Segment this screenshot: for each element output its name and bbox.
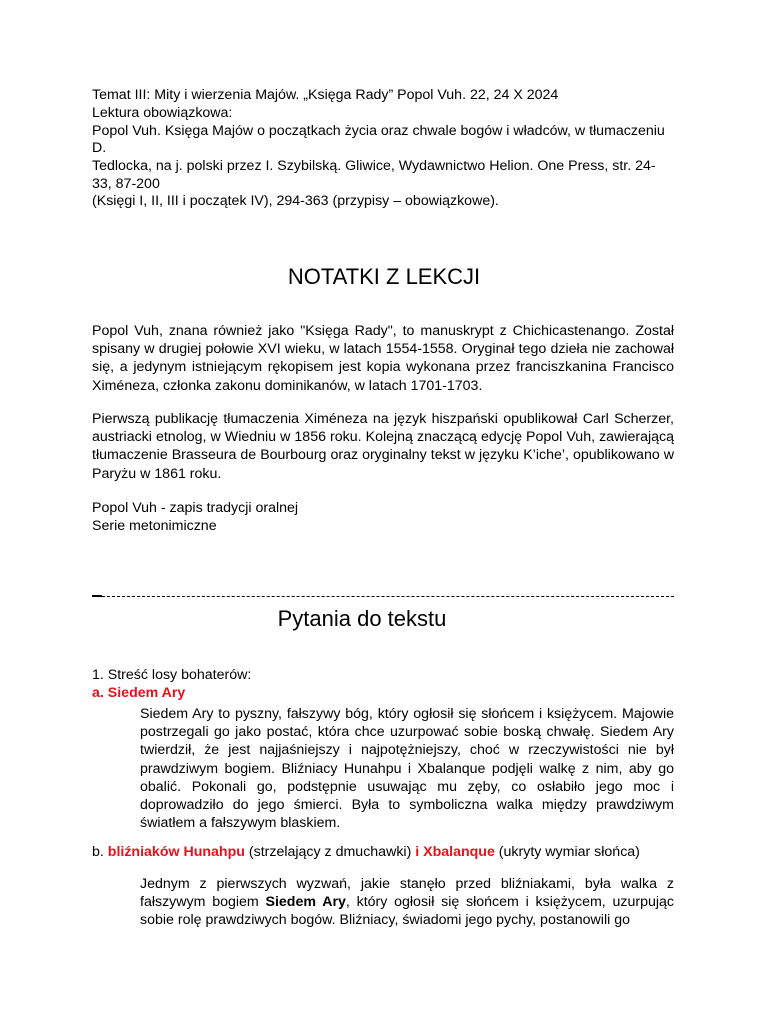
reading-line-4: 33, 87-200 [92,176,160,192]
answer-b-text-part-2: , który ogłosił się słońcem i księżycem, uzurpując sobie rolę prawdziwych bogów. Bliźniacy, świadomi jego pychy, postanowili go [140,894,675,929]
answer-b-text-part-1: Jednym z pierwszych wyzwań, jakie stanęło przed bliźniakami, była walka z fałszywym bogiem [140,876,674,911]
answer-a-label: a. Siedem Ary [92,685,186,701]
twin-name-xbalanque: i Xbalanque [415,844,495,860]
notes-line-series: Serie metonimiczne [92,518,217,534]
reading-line-1: Popol Vuh. Księga Majów o początkach życia oraz chwale bogów i władców, w tłumaczeniu [92,123,665,139]
topic-line: Temat III: Mity i wierzenia Majów. „Księga Rady” Popol Vuh. 22, 24 X 2024 [92,87,559,103]
twin-desc-hunahpu: (strzelający z dmuchawki) [244,844,416,860]
answer-b-prefix: b. [92,844,108,860]
answer-b-heading [92,843,640,861]
notes-line-oral: Popol Vuh - zapis tradycji oralnej [92,500,299,516]
notes-paragraph-1: Popol Vuh, znana również jako "Księga Rady", to manuskrypt z Chichicastenango. Został spisany w drugiej połowie XVI wieku, w latach 1554-1558. Oryginał tego dzieła nie zachował się, a jedynym istniejącym rękopisem jest kopia wykonana przez franciszkanina Francisco Ximéneza, członka zakonu dominikanów, w latach 1701-1703. [92,323,674,394]
answer-a-text: Siedem Ary to pyszny, fałszywy bóg, który ogłosił się słońcem i księżycem. Majowie postrzegali go jako postać, która chce uzurpować sobie boską chwałę. Siedem Ary twierdził, że jest najjaśniejszy i najpotężniejszy, choć w rzeczywistości nie był prawdziwym bogiem. Bliźniacy Hunahpu i Xbalanque podjęli walkę z nim, aby go obalić. Pokonali go, podstępnie usuwając mu zęby, co osłabiło jego moc i doprowadziło do jego śmierci. Była to symboliczna walka między prawdziwym światłem a fałszywym blaskiem. [140,706,674,832]
twin-desc-xbalanque: (ukryty wymiar słońca) [494,844,640,860]
reading-line-5: (Księgi I, II, III i początek IV), 294-363 (przypisy – obowiązkowe). [92,193,499,209]
answer-b-text [140,875,674,930]
reading-line-2: D. [92,140,107,156]
question-1: 1. Streść losy bohaterów: [92,667,252,683]
twin-name-hunahpu: bliźniaków Hunahpu [107,844,245,860]
reading-line-3: Tedlocka, na j. polski przez I. Szybilską. Gliwice, Wydawnictwo Helion. One Press, str. 24- [92,158,656,174]
reading-label: Lektura obowiązkowa: [92,105,233,121]
answer-b-bold-name: Siedem Ary [265,894,346,911]
dashed-divider [92,596,674,597]
questions-heading: Pytania do tekstu [277,606,447,631]
notes-paragraph-2: Pierwszą publikację tłumaczenia Ximéneza na język hiszpański opublikował Carl Scherzer, austriacki etnolog, w Wiedniu w 1856 roku. Kolejną znaczącą edycję Popol Vuh, zawierającą tłumaczenie Brasseura de Bourbourg oraz oryginalny tekst w języku K’iche’, opublikowano w Paryżu w 1861 roku. [92,411,674,482]
notes-heading: NOTATKI Z LEKCJI [287,264,481,289]
